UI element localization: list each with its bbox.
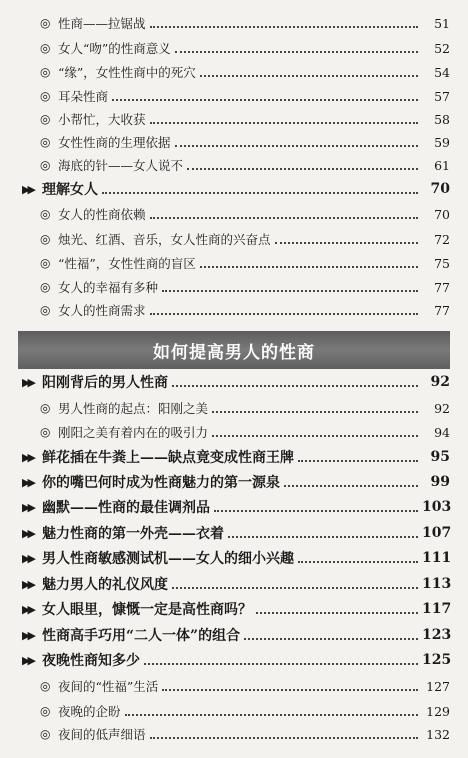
double-arrow-icon: ▶▶ xyxy=(22,526,33,540)
toc-entry-page: 61 xyxy=(434,157,450,173)
toc-entry-title: 刚阳之美有着内在的吸引力 xyxy=(58,425,209,440)
double-arrow-icon: ▶▶ xyxy=(22,551,33,565)
dot-leader xyxy=(212,435,418,437)
dot-leader xyxy=(162,290,418,292)
toc-entry xyxy=(0,723,468,745)
toc-entry-title: 性商高手巧用“二人一体”的组合 xyxy=(42,628,241,644)
toc-entry-title: 女性性商的生理依据 xyxy=(58,135,171,150)
toc-entry-title: 女人的幸福有多种 xyxy=(58,280,159,295)
toc-entry-title: 魅力性商的第一外壳——衣着 xyxy=(42,526,224,542)
toc-entry xyxy=(0,252,468,274)
dot-leader xyxy=(172,587,418,589)
toc-entry-title: 你的嘴巴何时成为性商魅力的第一源泉 xyxy=(42,475,280,491)
double-circle-icon: ◎ xyxy=(40,41,51,55)
toc-entry-title: 女人的性商依赖 xyxy=(58,207,146,222)
toc-entry-title: “缘”，女性性商中的死穴 xyxy=(58,65,196,80)
double-arrow-icon: ▶▶ xyxy=(22,182,33,196)
toc-entry xyxy=(0,397,468,419)
toc-entry xyxy=(0,675,468,697)
toc-entry xyxy=(0,178,468,200)
toc-entry-title: 海底的针——女人说不 xyxy=(58,158,184,173)
toc-entry-page: 92 xyxy=(434,400,450,416)
toc-entry-page: 72 xyxy=(434,231,450,247)
section-header xyxy=(18,331,450,369)
double-circle-icon: ◎ xyxy=(40,207,51,221)
toc-entry xyxy=(0,446,468,468)
toc-entry xyxy=(0,624,468,646)
toc-entry-title: 性商——拉锯战 xyxy=(58,16,146,31)
toc-entry-page: 77 xyxy=(434,279,450,295)
toc-entry-title: 夜间的低声细语 xyxy=(58,727,146,742)
toc-entry-page: 51 xyxy=(434,15,450,31)
toc-entry-title: 理解女人 xyxy=(42,182,98,198)
toc-entry-page: 52 xyxy=(434,40,450,56)
toc-entry xyxy=(0,203,468,225)
toc-entry-page: 127 xyxy=(426,678,450,694)
dot-leader xyxy=(298,561,418,563)
toc-entry-title: 夜晚的企盼 xyxy=(58,704,121,719)
toc-entry-page: 107 xyxy=(422,525,452,541)
toc-entry xyxy=(0,547,468,569)
dot-leader xyxy=(150,217,418,219)
toc-entry-page: 117 xyxy=(422,601,452,617)
double-arrow-icon: ▶▶ xyxy=(22,475,33,489)
double-circle-icon: ◎ xyxy=(40,158,51,172)
double-arrow-icon: ▶▶ xyxy=(22,628,33,642)
toc-entry-page: 77 xyxy=(434,302,450,318)
double-circle-icon: ◎ xyxy=(40,16,51,30)
double-circle-icon: ◎ xyxy=(40,401,51,415)
toc-entry xyxy=(0,700,468,722)
dot-leader xyxy=(284,485,418,487)
double-circle-icon: ◎ xyxy=(40,425,51,439)
double-arrow-icon: ▶▶ xyxy=(22,500,33,514)
dot-leader xyxy=(172,385,418,387)
toc-entry-title: 幽默——性商的最佳调剂品 xyxy=(42,500,210,516)
dot-leader xyxy=(150,313,418,315)
toc-entry-title: 男人性商敏感测试机——女人的细小兴趣 xyxy=(42,551,294,567)
toc-entry-title: 烛光、红酒、音乐，女人性商的兴奋点 xyxy=(58,232,271,247)
toc-entry xyxy=(0,649,468,671)
toc-entry xyxy=(0,598,468,620)
double-arrow-icon: ▶▶ xyxy=(22,602,33,616)
dot-leader xyxy=(298,460,418,462)
toc-entry-page: 132 xyxy=(426,726,450,742)
toc-entry-page: 129 xyxy=(426,703,450,719)
double-circle-icon: ◎ xyxy=(40,704,51,718)
dot-leader xyxy=(125,714,418,716)
toc-entry-page: 54 xyxy=(434,64,450,80)
toc-entry-title: 女人的性商需求 xyxy=(58,303,146,318)
toc-entry xyxy=(0,522,468,544)
toc-entry xyxy=(0,154,468,176)
toc-entry-page: 57 xyxy=(434,88,450,104)
section-title: 如何提高男人的性商 xyxy=(153,342,315,363)
dot-leader xyxy=(187,168,418,170)
dot-leader xyxy=(150,26,418,28)
dot-leader xyxy=(144,663,418,665)
dot-leader xyxy=(244,638,418,640)
toc-entry-page: 92 xyxy=(430,374,450,390)
dot-leader xyxy=(162,689,418,691)
toc-entry xyxy=(0,471,468,493)
toc-entry-title: 耳朵性商 xyxy=(58,89,109,104)
double-arrow-icon: ▶▶ xyxy=(22,450,33,464)
double-circle-icon: ◎ xyxy=(40,303,51,317)
dot-leader xyxy=(175,51,418,53)
toc-entry-title: 女人眼里，慷慨一定是高性商吗？ xyxy=(42,602,252,618)
double-circle-icon: ◎ xyxy=(40,112,51,126)
toc-entry xyxy=(0,496,468,518)
toc-entry xyxy=(0,299,468,321)
double-arrow-icon: ▶▶ xyxy=(22,653,33,667)
toc-entry xyxy=(0,371,468,393)
dot-leader xyxy=(150,122,418,124)
dot-leader xyxy=(214,510,418,512)
toc-entry-title: 小帮忙，大收获 xyxy=(58,112,146,127)
toc-entry-page: 123 xyxy=(422,627,452,643)
dot-leader xyxy=(256,612,418,614)
toc-entry-page: 58 xyxy=(434,111,450,127)
toc-entry-page: 75 xyxy=(434,255,450,271)
dot-leader xyxy=(212,411,418,413)
toc-entry-page: 95 xyxy=(430,449,450,465)
double-circle-icon: ◎ xyxy=(40,679,51,693)
toc-entry xyxy=(0,61,468,83)
dot-leader xyxy=(102,192,418,194)
toc-entry-page: 70 xyxy=(430,181,450,197)
toc-entry-title: 女人“吻”的性商意义 xyxy=(58,41,171,56)
dot-leader xyxy=(175,145,418,147)
double-arrow-icon: ▶▶ xyxy=(22,375,33,389)
toc-entry-page: 113 xyxy=(422,576,452,592)
toc-entry-page: 70 xyxy=(434,206,450,222)
toc-entry xyxy=(0,37,468,59)
double-circle-icon: ◎ xyxy=(40,727,51,741)
toc-entry-page: 99 xyxy=(430,474,450,490)
toc-entry-page: 125 xyxy=(422,652,452,668)
double-arrow-icon: ▶▶ xyxy=(22,577,33,591)
toc-entry-title: 夜间的“性福”生活 xyxy=(58,679,159,694)
toc-entry xyxy=(0,85,468,107)
toc-entry xyxy=(0,131,468,153)
toc-entry xyxy=(0,421,468,443)
toc-entry xyxy=(0,12,468,34)
dot-leader xyxy=(200,75,418,77)
toc-entry-page: 103 xyxy=(422,499,452,515)
toc-entry xyxy=(0,228,468,250)
dot-leader xyxy=(275,242,418,244)
toc-entry-title: “性福”，女性性商的盲区 xyxy=(58,256,196,271)
toc-entry-page: 94 xyxy=(434,424,450,440)
toc-entry-title: 鲜花插在牛粪上——缺点竟变成性商王牌 xyxy=(42,450,294,466)
toc-entry-page: 59 xyxy=(434,134,450,150)
double-circle-icon: ◎ xyxy=(40,232,51,246)
dot-leader xyxy=(200,266,418,268)
double-circle-icon: ◎ xyxy=(40,135,51,149)
dot-leader xyxy=(112,99,418,101)
dot-leader xyxy=(150,737,418,739)
toc-entry-title: 男人性商的起点：阳刚之美 xyxy=(58,401,209,416)
double-circle-icon: ◎ xyxy=(40,65,51,79)
double-circle-icon: ◎ xyxy=(40,280,51,294)
toc-entry-title: 阳刚背后的男人性商 xyxy=(42,375,168,391)
toc-entry xyxy=(0,108,468,130)
double-circle-icon: ◎ xyxy=(40,89,51,103)
dot-leader xyxy=(228,536,418,538)
toc-entry xyxy=(0,573,468,595)
toc-entry-page: 111 xyxy=(422,550,452,566)
toc-entry-title: 魅力男人的礼仪风度 xyxy=(42,577,168,593)
toc-entry-title: 夜晚性商知多少 xyxy=(42,653,140,669)
double-circle-icon: ◎ xyxy=(40,256,51,270)
toc-entry xyxy=(0,276,468,298)
